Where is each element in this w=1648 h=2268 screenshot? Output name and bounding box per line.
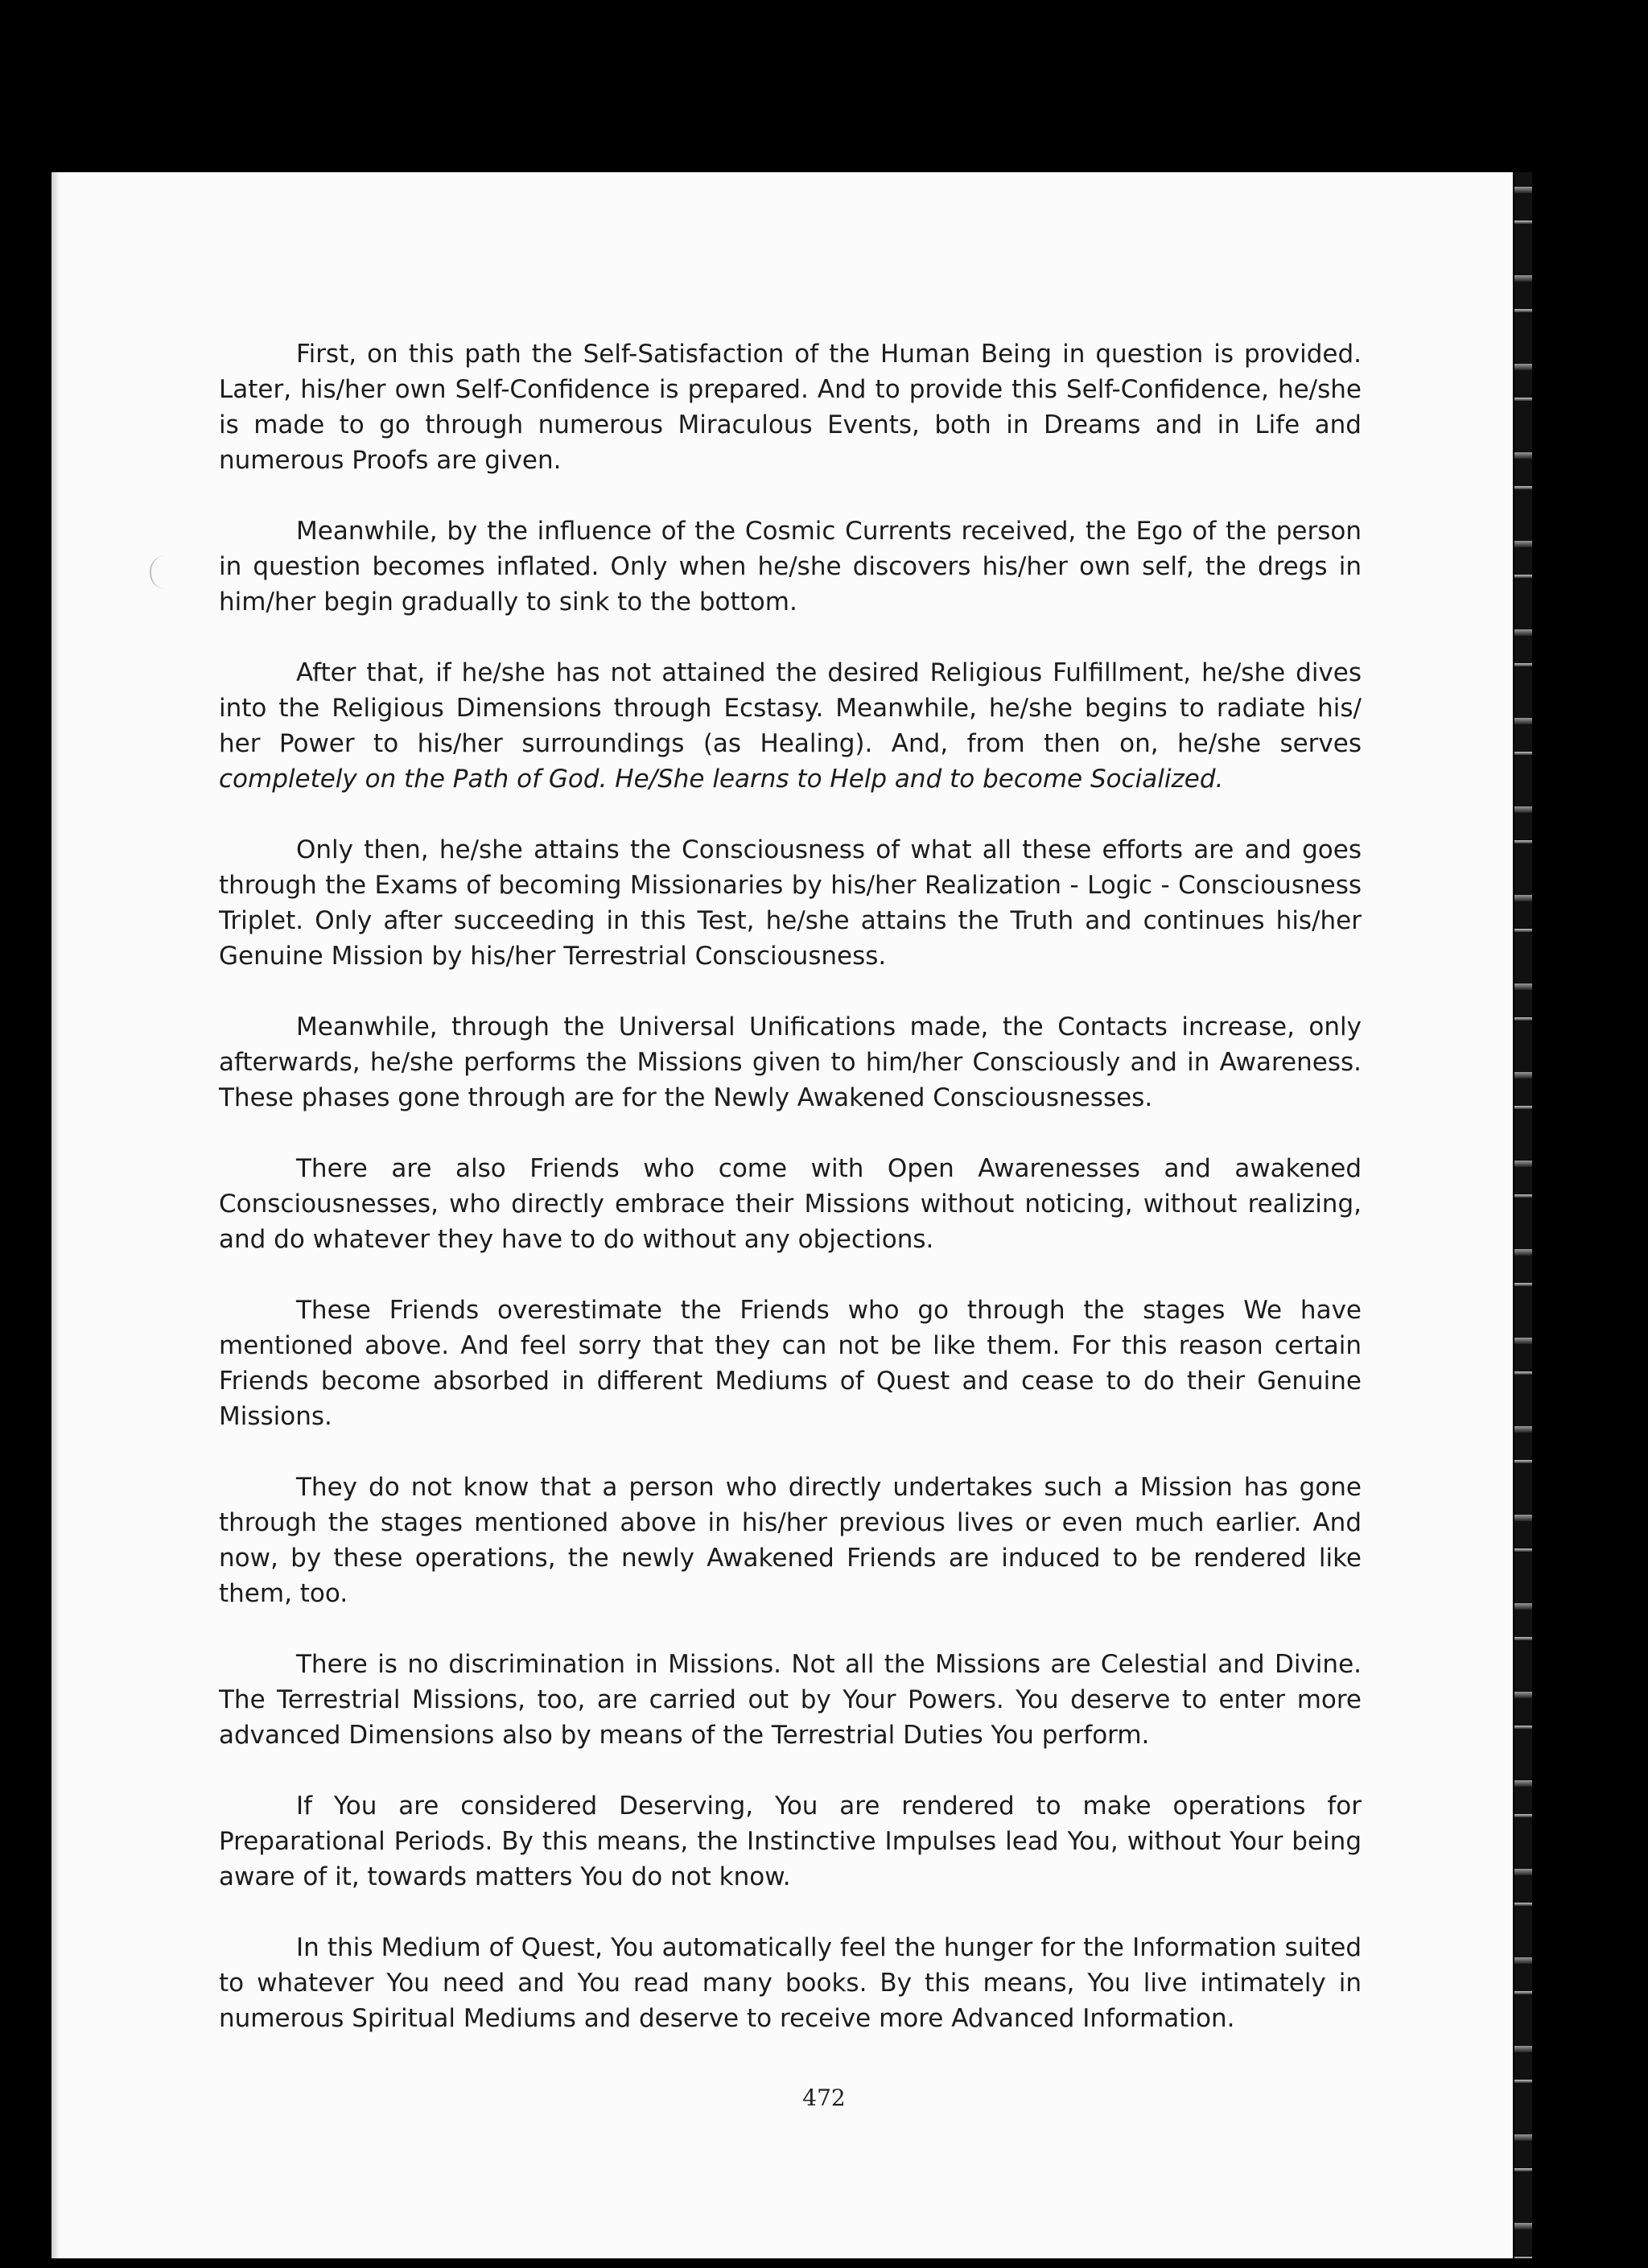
paragraph-3-italic: completely on the Path of God. He/She learns to Help and to become Socialized. <box>219 765 1224 794</box>
paragraph-3-text: After that, if he/she has not attained the desired Religious Fulfillment, he/she dives into the Religious Dimensions through Ecstasy. Meanwhile, he/she begins to radiate his/ her Power to his/her surroundings (as Healing). And, from then on, he/she serves <box>219 658 1362 758</box>
scan-top-border <box>0 0 1648 172</box>
paragraph-11: In this Medium of Quest, You automatically feel the hunger for the Information suited to whatever You need and You read many books. By this means, You live intimately in numerous Spiritual Mediums and deserve to receive more Advanced Information. <box>219 1933 1362 2033</box>
page-number: 472 <box>802 2084 846 2111</box>
paragraph-4: Only then, he/she attains the Consciousness of what all these efforts are and goes through the Exams of becoming Missionaries by his/her Realization - Logic - Consciousness Triplet. Only after succeeding in this Test, he/she attains the Truth and continues his/her Genuine Mission by his/her Terrestrial Consciousness. <box>219 835 1362 971</box>
body-text <box>219 336 1362 2072</box>
book-spine-edge <box>1514 172 1532 2262</box>
paragraph-6: There are also Friends who come with Open Awarenesses and awakened Consciousnesses, who directly embrace their Missions without noticing, without realizing, and do whatever they have to do without any objections. <box>219 1154 1362 1254</box>
paragraph-5: Meanwhile, through the Universal Unifications made, the Contacts increase, only afterwards, he/she performs the Missions given to him/her Consciously and in Awareness. These phases gone through are for the Newly Awakened Consciousnesses. <box>219 1012 1362 1112</box>
paragraph-10: If You are considered Deserving, You are rendered to make operations for Preparational Periods. By this means, the Instinctive Impulses lead You, without Your being aware of it, towards matters You do not know. <box>219 1792 1362 1891</box>
page-left-edge <box>52 172 60 2262</box>
paragraph-7: These Friends overestimate the Friends who go through the stages We have mentioned above. And feel sorry that they can not be like them. For this reason certain Friends become absorbed in different Mediums of Quest and cease to do their Genuine Missions. <box>219 1296 1362 1431</box>
paragraph-3 <box>219 655 1362 797</box>
paragraph-9: There is no discrimination in Missions. Not all the Missions are Celestial and Divine. The Terrestrial Missions, too, are carried out by Your Powers. You deserve to enter more advanced Dimensions also by means of the Terrestrial Duties You perform. <box>219 1650 1362 1750</box>
scan-right-border <box>1513 172 1648 2268</box>
paragraph-2: Meanwhile, by the influence of the Cosmic Currents received, the Ego of the person in question becomes inflated. Only when he/she discovers his/her own self, the dregs in him/her begin gradually to sink to the bottom. <box>219 517 1362 616</box>
scan-bottom-border <box>0 2258 1648 2268</box>
paragraph-1: First, on this path the Self-Satisfaction of the Human Being in question is provided. Later, his/her own Self-Confidence is prepared. And to provide this Self-Confidence, he/she is made to go through numerous Miraculous Events, both in Dreams and in Life and numerous Proofs are given. <box>219 340 1362 475</box>
paragraph-8: They do not know that a person who directly undertakes such a Mission has gone through the stages mentioned above in his/her previous lives or even much earlier. And now, by these operations, the newly Awakened Friends are induced to be rendered like them, too. <box>219 1473 1362 1608</box>
